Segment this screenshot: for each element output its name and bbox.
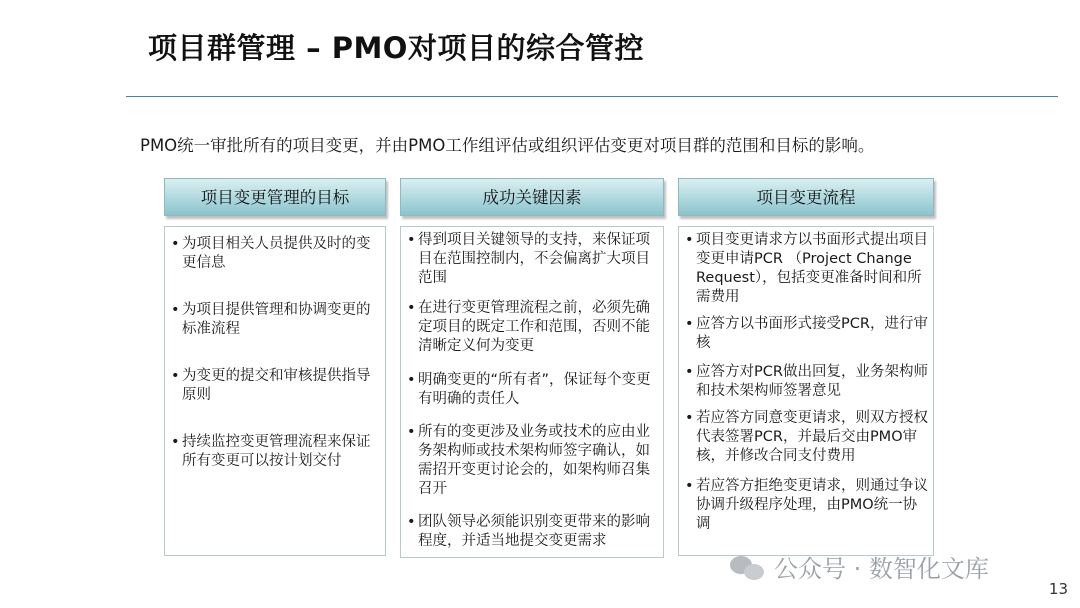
- list-item-text: 为项目相关人员提供及时的变更信息: [182, 236, 371, 271]
- column-body: [678, 226, 934, 556]
- slide-title: 项目群管理 – PMO对项目的综合管控: [148, 31, 644, 65]
- list-item-text: 为项目提供管理和协调变更的标准流程: [182, 302, 371, 337]
- bullet-icon: •: [407, 232, 416, 248]
- list-item-text: 所有的变更涉及业务或技术的应由业务架构师或技术架构师签字确认，如需招开变更讨论会的，如架构师召集召开: [418, 424, 650, 497]
- bullet-icon: •: [407, 372, 416, 388]
- list-item-text: 得到项目关键领导的支持，来保证项目在范围控制内，不会偏离扩大项目范围: [418, 232, 650, 286]
- bullet-icon: •: [685, 316, 694, 332]
- list-item: [685, 363, 929, 401]
- list-item: [685, 477, 929, 534]
- page-number: 13: [1048, 580, 1068, 598]
- list-item-text: 应答方对PCR做出回复，业务架构师和技术架构师签署意见: [696, 364, 928, 399]
- list-item-text: 在进行变更管理流程之前，必须先确定项目的既定工作和范围，否则不能清晰定义何为变更: [418, 300, 650, 354]
- list-item: [407, 231, 659, 288]
- bullet-icon: •: [171, 302, 180, 318]
- column-header: 成功关键因素: [400, 178, 664, 216]
- intro-text: PMO统一审批所有的项目变更，并由PMO工作组评估或组织评估变更对项目群的范围和目标的影响。: [140, 136, 875, 155]
- list-item-text: 为变更的提交和审核提供指导原则: [182, 368, 371, 403]
- list-item: [685, 409, 929, 466]
- list-item-text: 项目变更请求方以书面形式提出项目变更申请PCR （Project Change Request），包括变更准备时间和所需费用: [696, 232, 928, 305]
- bullet-icon: •: [685, 410, 694, 426]
- list-item: [685, 231, 929, 307]
- bullet-icon: •: [685, 478, 694, 494]
- column-body: [164, 226, 386, 556]
- list-item-text: 若应答方同意变更请求，则双方授权代表签署PCR，并最后交由PMO审核，并修改合同支付费用: [696, 410, 928, 464]
- wechat-icon: [730, 552, 766, 582]
- bullet-icon: •: [171, 236, 180, 252]
- list-item: [171, 235, 381, 273]
- watermark-text: 公众号 · 数智化文库: [774, 555, 989, 583]
- list-item: [685, 315, 929, 353]
- bullet-icon: •: [407, 300, 416, 316]
- list-item-text: 若应答方拒绝变更请求，则通过争议协调升级程序处理，由PMO统一协调: [696, 478, 928, 532]
- column-header: 项目变更流程: [678, 178, 934, 216]
- bullet-icon: •: [407, 514, 416, 530]
- column-header: 项目变更管理的目标: [164, 178, 386, 216]
- column-key-success-factors: [400, 178, 664, 549]
- watermark: [730, 549, 989, 584]
- list-item: [171, 367, 381, 405]
- list-item: [407, 299, 659, 356]
- column-change-goals: [164, 178, 386, 469]
- column-body: [400, 226, 664, 558]
- list-item: [171, 301, 381, 339]
- list-item: [407, 513, 659, 551]
- list-item: [407, 423, 659, 499]
- list-item: [171, 433, 381, 471]
- bullet-icon: •: [171, 434, 180, 450]
- bullet-icon: •: [171, 368, 180, 384]
- bullet-icon: •: [407, 424, 416, 440]
- list-item-text: 持续监控变更管理流程来保证所有变更可以按计划交付: [182, 434, 371, 469]
- list-item-text: 应答方以书面形式接受PCR，进行审核: [696, 316, 928, 351]
- list-item-text: 明确变更的“所有者”，保证每个变更有明确的责任人: [418, 372, 651, 407]
- list-item-text: 团队领导必须能识别变更带来的影响程度，并适当地提交变更需求: [418, 514, 650, 549]
- bullet-icon: •: [685, 364, 694, 380]
- title-divider: [126, 96, 1058, 97]
- list-item: [407, 371, 659, 409]
- bullet-icon: •: [685, 232, 694, 248]
- column-change-process: [678, 178, 934, 532]
